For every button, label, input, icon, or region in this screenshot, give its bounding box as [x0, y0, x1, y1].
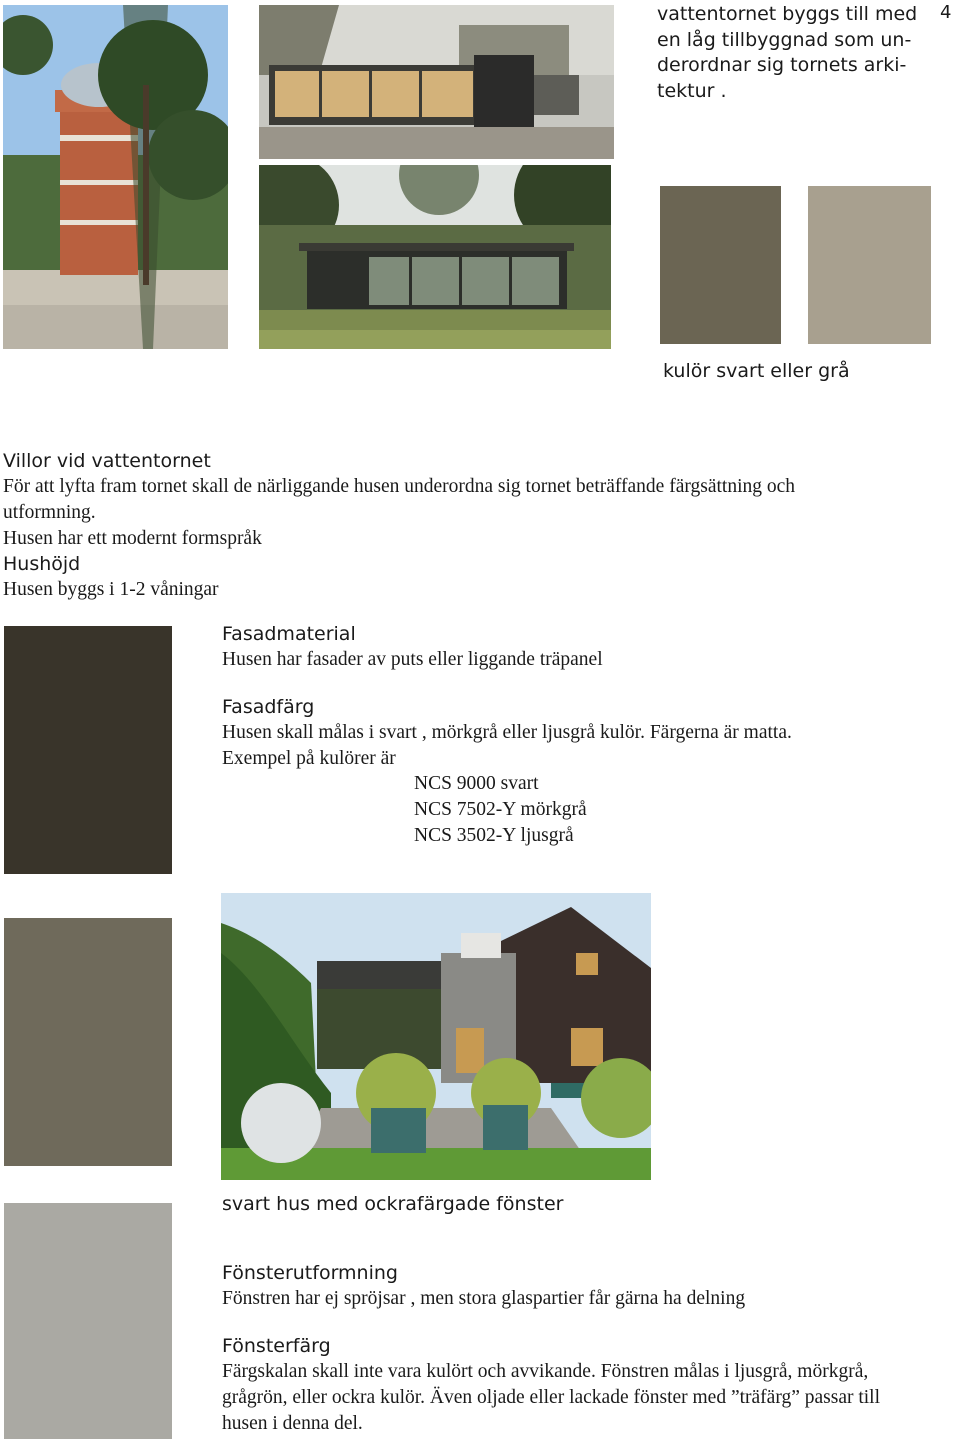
swatch-top-dark [660, 186, 781, 344]
ncs-item: NCS 9000 svart [414, 773, 539, 794]
intro-form: Husen har ett modernt formspråk [3, 527, 262, 549]
height-body: Husen byggs i 1-2 våningar [3, 579, 219, 600]
ncs-item: NCS 3502-Y ljusgrå [414, 825, 574, 846]
ncs-item: NCS 7502-Y mörkgrå [414, 799, 587, 820]
swatch-darkgrey [4, 918, 172, 1166]
top-caption-line: vattentornet byggs till med [657, 3, 918, 25]
swatch-caption: kulör svart eller grå [663, 360, 850, 382]
facade-color-body [222, 720, 942, 772]
water-tower-photo [3, 5, 228, 349]
ncs-list [414, 771, 587, 849]
intro-body-line: utformning. [3, 501, 96, 523]
intro-body-line: För att lyfta fram tornet skall de närliggande husen underordna sig tornet beträffande färgsättning och [3, 476, 796, 497]
glass-extension-photo [259, 5, 614, 159]
section-heading-fonsterutformning: Fönsterutformning [222, 1262, 398, 1284]
section-heading-villor: Villor vid vattentornet [3, 450, 211, 472]
facade-material-body: Husen har fasader av puts eller liggande träpanel [222, 649, 603, 670]
window-color-line: husen i denna del. [222, 1412, 363, 1434]
section-heading-fasadfarg: Fasadfärg [222, 696, 315, 718]
section-heading-fasadmaterial: Fasadmaterial [222, 623, 356, 645]
house-caption: svart hus med ockrafärgade fönster [222, 1193, 564, 1215]
swatch-black [4, 626, 172, 874]
swatch-top-light [808, 186, 931, 344]
top-caption-line: derordnar sig tornets arki- [657, 54, 907, 76]
facade-color-examples-intro: Exempel på kulörer är [222, 747, 396, 769]
page-number: 4 [940, 2, 952, 23]
window-color-body [222, 1359, 952, 1436]
window-color-line: grågrön, eller ockra kulör. Även oljade eller lackade fönster med ”träfärg” passar till [222, 1386, 881, 1408]
window-design-body: Fönstren har ej spröjsar , men stora glaspartier får gärna ha delning [222, 1288, 746, 1309]
facade-color-text: Husen skall målas i svart , mörkgrå eller ljusgrå kulör. Färgerna är matta. [222, 722, 792, 743]
forest-house-photo [259, 165, 611, 349]
top-caption-line: en låg tillbyggnad som un- [657, 28, 912, 51]
section-heading-hushojd: Hushöjd [3, 553, 81, 575]
section-heading-fonsterfarg: Fönsterfärg [222, 1335, 331, 1357]
intro-body [3, 474, 953, 551]
window-color-line: Färgskalan skall inte vara kulört och avvikande. Fönstren målas i ljusgrå, mörkgrå, [222, 1361, 869, 1382]
top-caption-line: tektur . [657, 79, 727, 102]
top-caption [657, 2, 927, 104]
black-house-photo [221, 893, 651, 1180]
swatch-lightgrey [4, 1203, 172, 1439]
